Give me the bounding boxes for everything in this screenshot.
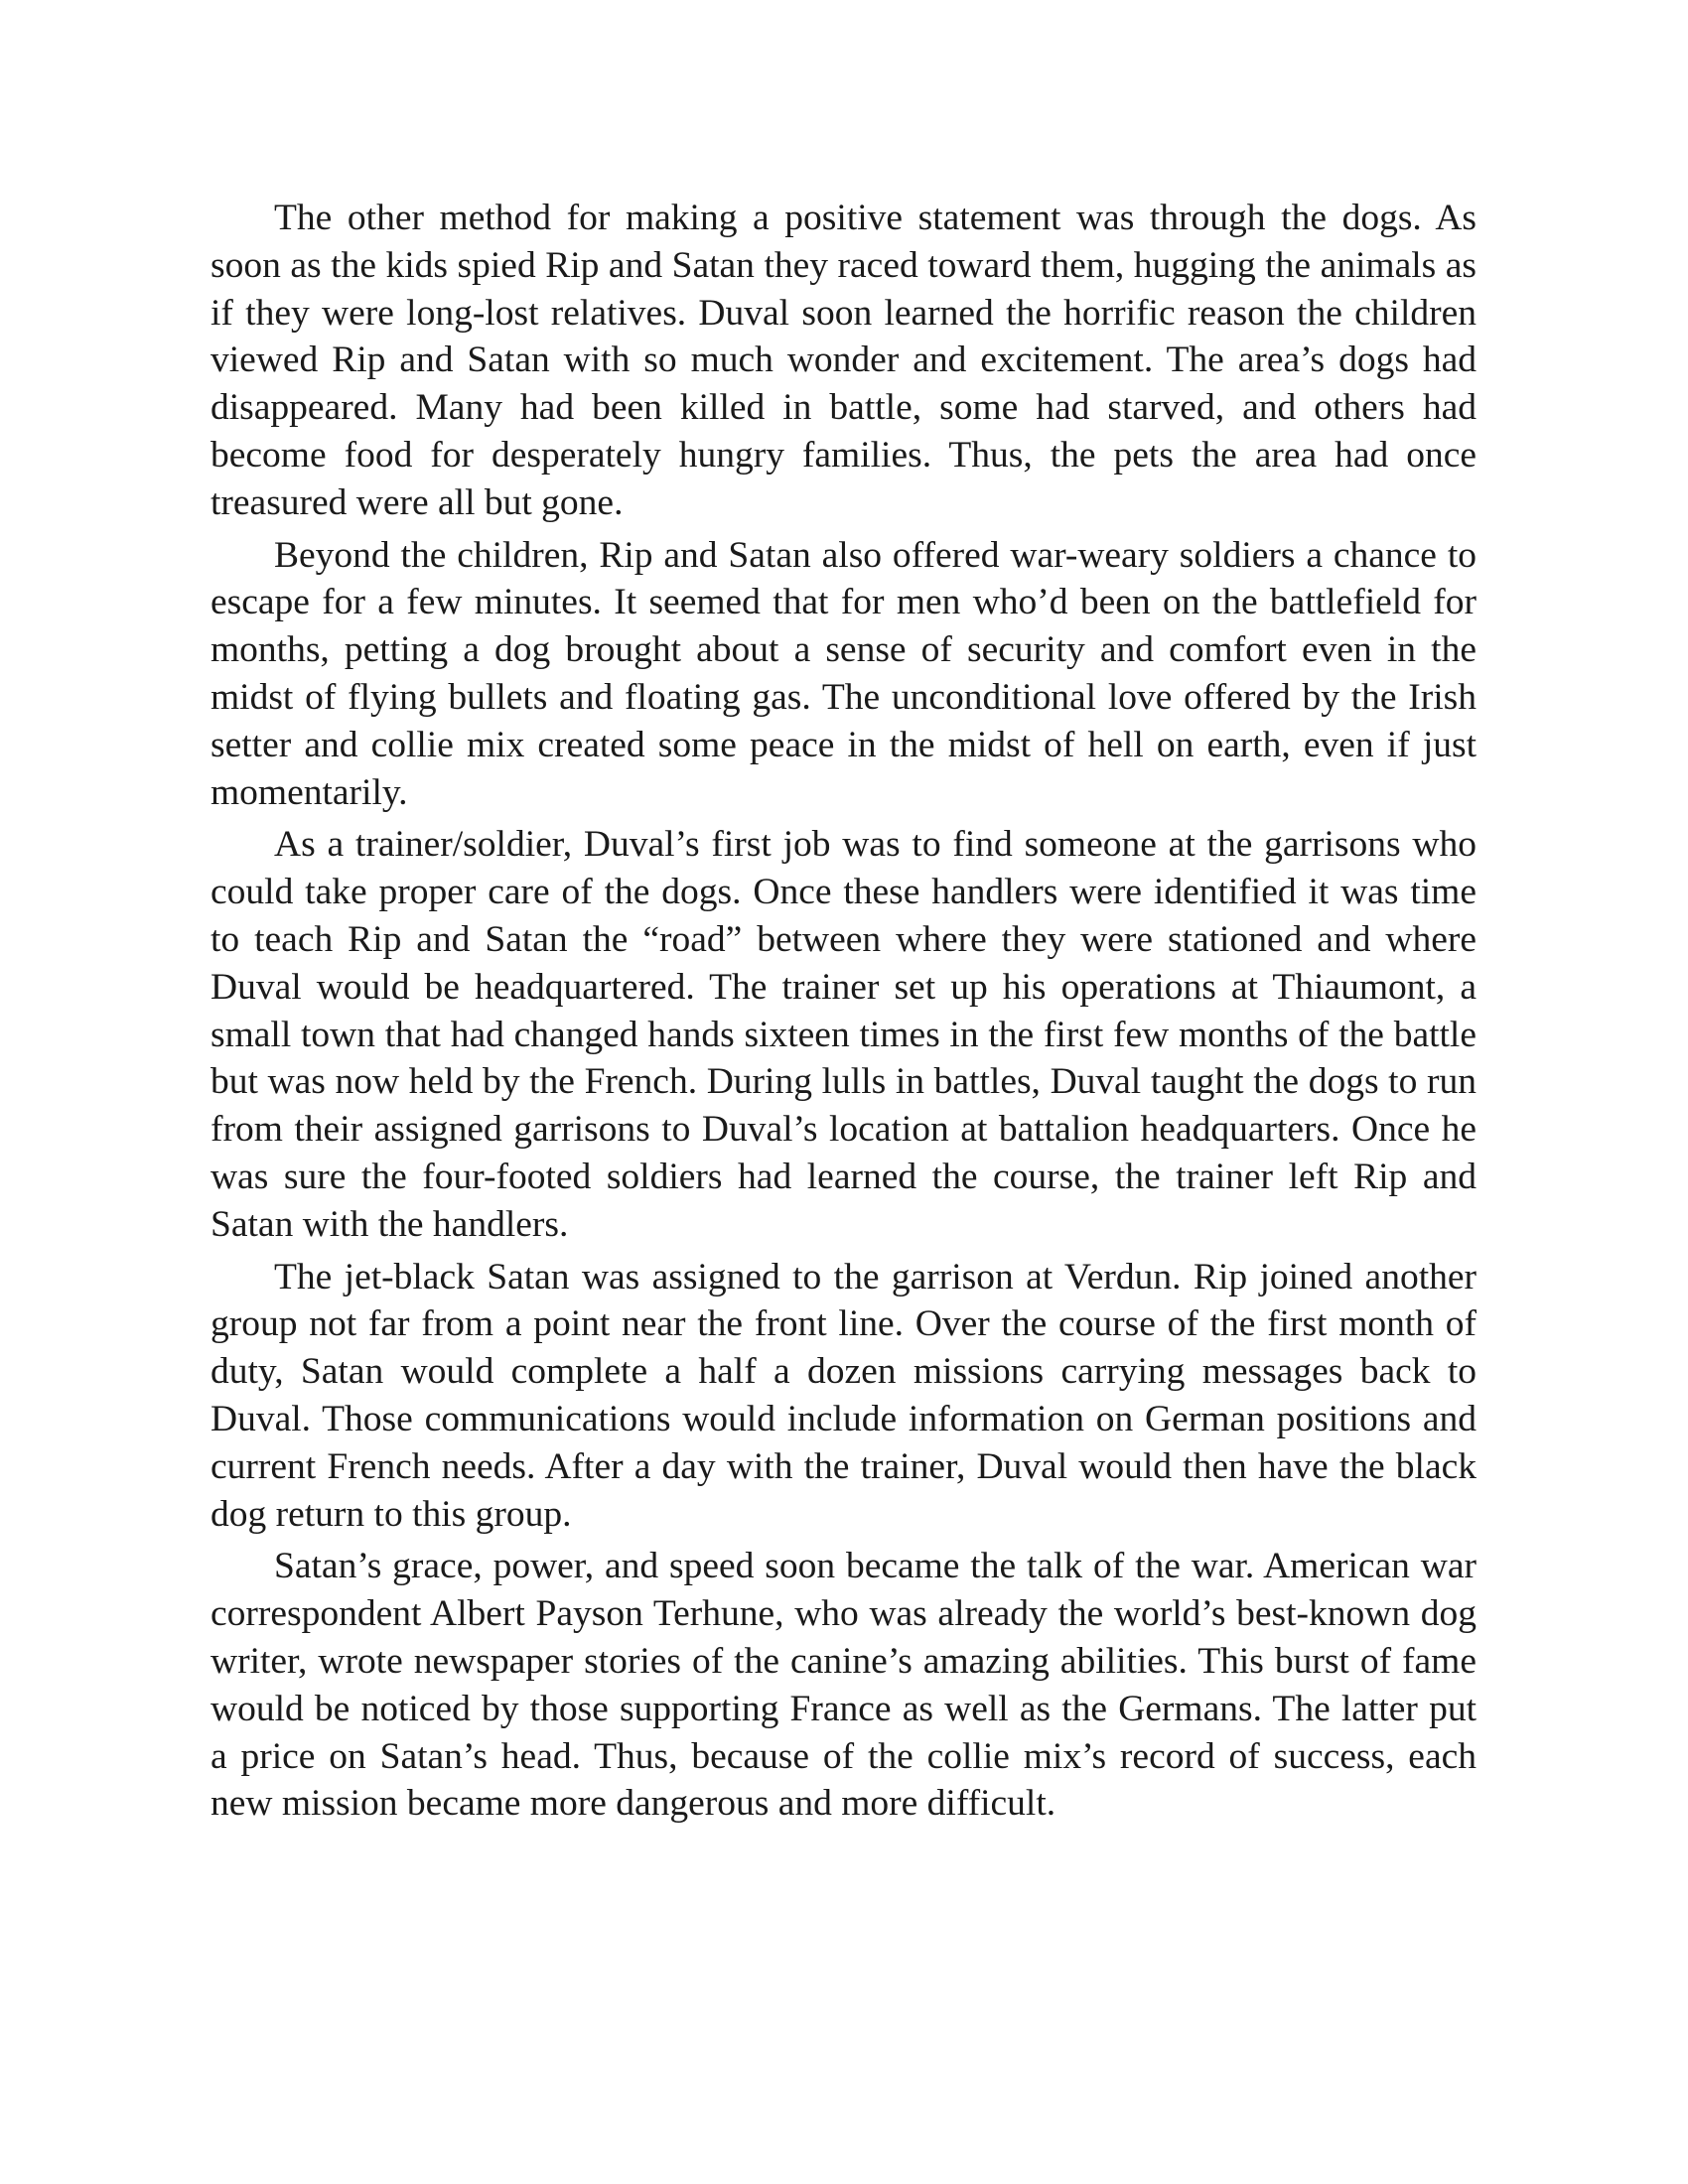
paragraph-satan-assignment: The jet-black Satan was assigned to the garrison at Verdun. Rip joined another group not far from a point near the front line. Over the course of the first month of duty, Satan would complete a half a dozen missions carrying messages back to Duval. Those communications would include information on German positions and current French needs. After a day with the trainer, Duval would then have the black dog return to this group. — [211, 1256, 1477, 1535]
paragraph-dogs-children: The other method for making a positive statement was through the dogs. As soon as the kids spied Rip and Satan they raced toward them, hugging the animals as if they were long-lost relatives. Duval soon learned the horrific reason the children viewed Rip and Satan with so much wonder and excitement. The area’s dogs had disappeared. Many had been killed in battle, some had starved, and others had become food for desperately hungry families. Thus, the pets the area had once treasured were all but gone. — [211, 198, 1477, 523]
paragraph-trainer-duties: As a trainer/soldier, Duval’s first job was to find someone at the garrisons who could take proper care of the dogs. Once these handlers were identified it was time to teach Rip and Satan the “road” between where they were stationed and where Duval would be headquartered. The trainer set up his operations at Thiaumont, a small town that had changed hands sixteen times in the first few months of the battle but was now held by the French. During lulls in battles, Duval taught the dogs to run from their assigned garrisons to Duval’s location at battalion headquarters. Once he was sure the four-footed soldiers had learned the course, the trainer left Rip and Satan with the handlers. — [211, 824, 1477, 1245]
paragraph-war-weary-soldiers: Beyond the children, Rip and Satan also offered war-weary soldiers a chance to escape for a few minutes. It seemed that for men who’d been on the battlefield for months, petting a dog brought about a sense of security and comfort even in the midst of flying bullets and floating gas. The unconditional love offered by the Irish setter and collie mix created some peace in the midst of hell on earth, even if just momentarily. — [211, 534, 1477, 813]
paragraph-satan-fame: Satan’s grace, power, and speed soon became the talk of the war. American war correspondent Albert Payson Terhune, who was already the world’s best-known dog writer, wrote newspaper stories of the canine’s amazing abilities. This burst of fame would be noticed by those supporting France as well as the Germans. The latter put a price on Satan’s head. Thus, because of the collie mix’s record of success, each new mission became more dangerous and more difficult. — [211, 1546, 1477, 1825]
document-page — [211, 195, 1477, 1833]
